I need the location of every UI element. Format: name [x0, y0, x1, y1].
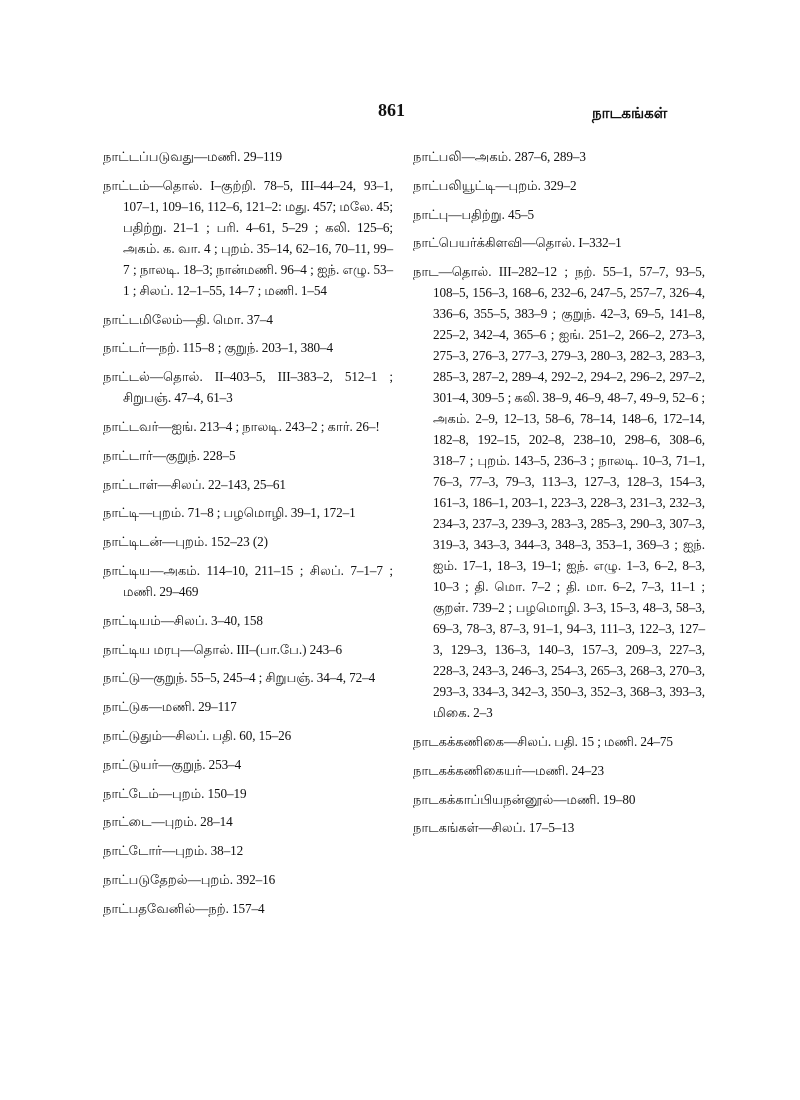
index-entry: நாட்டேம்—புறம். 150–19: [103, 785, 247, 801]
index-entry: நாட—தொல். III–282–12 ; நற். 55–1, 57–7, 93–5, 108–5, 156–3, 168–6, 232–6, 247–5, 257–7, 326–4, 336–6, 355–5, 383–9 ; குறுந். 42–3, 69–5, 141–8, 225–2, 342–4, 365–6 ; ஐங். 251–2, 266–2, 273–3, 275–3, 276–3, 277–3, 279–3, 280–3, 282–3, 283–3, 285–3, 287–2, 289–4, 292–2, 294–2, 296–2, 297–2, 301–4, 309–5 ; கலி. 38–9, 46–9, 48–7, 49–9, 52–6 ; அகம். 2–9, 12–13, 58–6, 78–14, 148–6, 172–14, 182–8, 192–15, 202–8, 238–10, 298–6, 308–6, 318–7 ; புறம். 143–5, 236–3 ; நாலடி. 10–3, 71–1, 76–3, 77–3, 79–3, 113–3, 127–3, 128–3, 154–3, 161–3, 186–1, 203–1, 223–3, 228–3, 231–3, 232–3, 234–3, 237–3, 239–3, 283–3, 285–3, 290–3, 307–3, 319–3, 343–3, 344–3, 348–3, 353–1, 369–3 ; ஐந். ஐம். 17–1, 18–3, 19–1; ஐந். எழு. 1–3, 6–2, 8–3, 10–3 ; தி. மொ. 7–2 ; தி. மா. 6–2, 7–3, 11–1 ; குறள். 739–2 ; பழமொழி. 3–3, 15–3, 48–3, 58–3, 69–3, 78–3, 87–3, 91–1, 94–3, 111–3, 122–3, 127–3, 129–3, 136–3, 140–3, 157–3, 209–3, 227–3, 228–3, 243–3, 246–3, 254–3, 265–3, 268–3, 270–3, 293–3, 334–3, 342–3, 350–3, 352–3, 368–3, 393–3, மிகை. 2–3: [413, 264, 705, 721]
index-entry: நாட்டு—குறுந். 55–5, 245–4 ; சிறுபஞ். 34–4, 72–4: [103, 670, 376, 686]
index-entry: நாட்டுதும்—சிலப். பதி. 60, 15–26: [103, 727, 292, 743]
index-entry: நாட்பு—பதிற்று. 45–5: [413, 206, 535, 222]
index-entry: நாட்டோர்—புறம். 38–12: [103, 843, 244, 859]
index-entry: நாட்டப்படுவது—மணி. 29–119: [103, 149, 282, 164]
index-entry: நாட்டவர்—ஐங். 213–4 ; நாலடி. 243–2 ; கார். 26–!: [103, 418, 380, 434]
index-entry: நாட்டிய மரபு—தொல். III–(பா.பே.) 243–6: [103, 641, 343, 657]
index-entry: நாட்படுதேறல்—புறம். 392–16: [103, 871, 276, 887]
page-number: 861: [378, 100, 405, 120]
index-entry: நாட்டமிலேம்—தி. மொ. 37–4: [103, 311, 273, 327]
index-entry: நாடகக்காப்பியநன்னூல்—மணி. 19–80: [413, 791, 636, 807]
index-entry: நாட்டாள்—சிலப். 22–143, 25–61: [103, 476, 286, 492]
index-entry: நாட்பதவேனில்—நற். 157–4: [103, 900, 265, 916]
index-column-left: [103, 146, 393, 927]
index-column-right: [413, 146, 705, 846]
index-entry: நாடகங்கள்—சிலப். 17–5–13: [413, 820, 575, 836]
index-entry: நாட்டுயர்—குறுந். 253–4: [103, 756, 242, 772]
index-entry: நாட்டிய—அகம். 114–10, 211–15 ; சிலப். 7–1–7 ; மணி. 29–469: [103, 562, 393, 599]
index-entry: நாட்டார்—குறுந். 228–5: [103, 447, 236, 463]
index-entry: நாடகக்கணிகையர்—மணி. 24–23: [413, 762, 604, 778]
index-entry: நாட்டல்—தொல். II–403–5, III–383–2, 512–1 ; சிறுபஞ். 47–4, 61–3: [103, 369, 393, 406]
index-entry: நாட்டம்—தொல். I–குற்றி. 78–5, III–44–24, 93–1, 107–1, 109–16, 112–6, 121–2: மது. 457; மலே. 45; பதிற்று. 21–1 ; பரி. 4–61, 5–29 ; கலி. 125–6; அகம். க. வா. 4 ; புறம். 35–14, 62–16, 70–11, 99–7 ; நாலடி. 18–3; நான்மணி. 96–4 ; ஐந். எழு. 53–1 ; சிலப். 12–1–55, 14–7 ; மணி. 1–54: [103, 177, 393, 298]
index-entry: நாட்டி—புறம். 71–8 ; பழமொழி. 39–1, 172–1: [103, 505, 356, 521]
index-entry: நாடகக்கணிகை—சிலப். பதி. 15 ; மணி. 24–75: [413, 733, 673, 749]
index-entry: நாட்பலியூட்டி—புறம். 329–2: [413, 177, 577, 193]
running-head: நாடகங்கள்: [592, 104, 668, 122]
index-entry: நாட்பெயர்க்கிளவி—தொல். I–332–1: [413, 235, 622, 251]
index-entry: நாட்பலி—அகம். 287–6, 289–3: [413, 149, 586, 164]
index-entry: நாட்டிடன்—புறம். 152–23 (2): [103, 534, 268, 550]
index-entry: நாட்டுக—மணி. 29–117: [103, 699, 237, 715]
index-entry: நாட்டை—புறம். 28–14: [103, 814, 233, 830]
index-entry: நாட்டியம்—சிலப். 3–40, 158: [103, 612, 263, 628]
index-entry: நாட்டர்—நற். 115–8 ; குறுந். 203–1, 380–4: [103, 340, 334, 356]
